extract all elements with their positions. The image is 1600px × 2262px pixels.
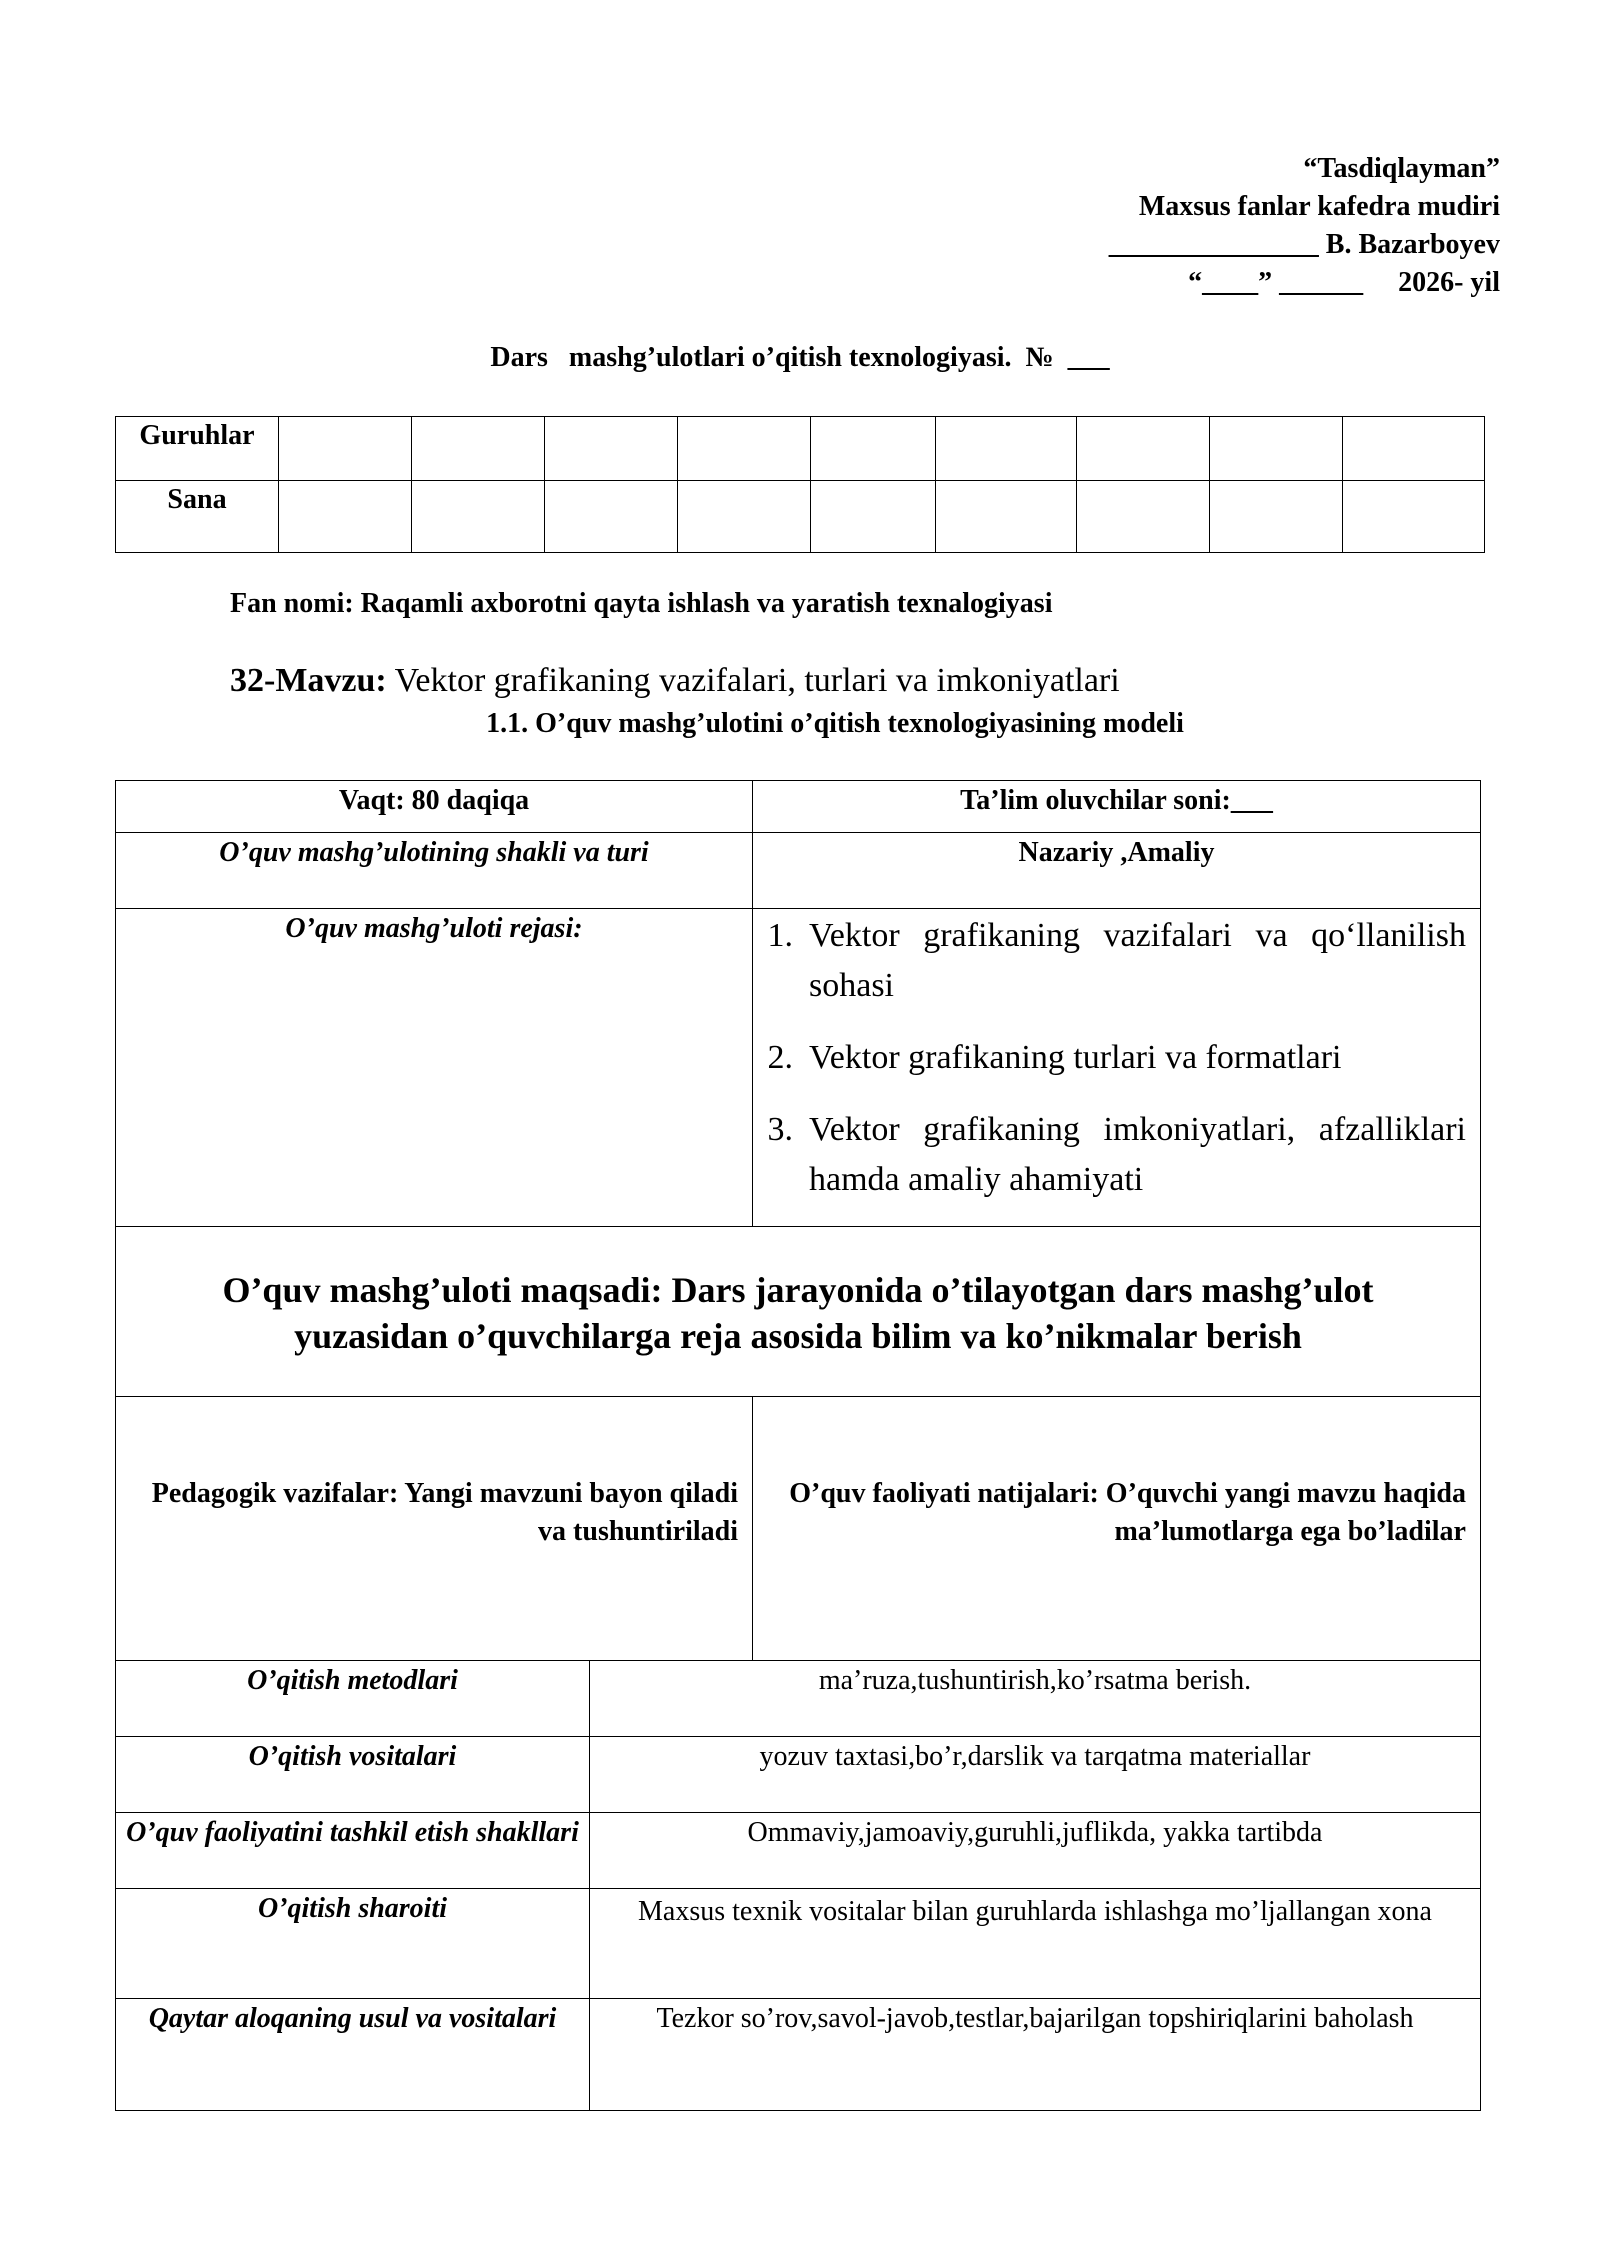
date-cell[interactable] xyxy=(279,481,412,553)
date-cell[interactable] xyxy=(412,481,545,553)
plan-list xyxy=(753,911,1480,1205)
methods-label: O’qitish metodlari xyxy=(116,1661,590,1737)
date-row-label: Sana xyxy=(116,481,279,553)
pedagogical-tasks: Pedagogik vazifalar: Yangi mavzuni bayon qiladi va tushuntiriladi xyxy=(116,1397,753,1661)
groups-cell[interactable] xyxy=(936,417,1077,481)
groups-table xyxy=(115,416,1485,553)
conditions-row xyxy=(116,1889,1481,1999)
time-cell: Vaqt: 80 daqiqa xyxy=(116,781,753,833)
groups-cell[interactable] xyxy=(1210,417,1343,481)
plan-item-text: Vektor grafikaning vazifalari va qo‘llanilish sohasi xyxy=(809,917,1466,1004)
groups-cell[interactable] xyxy=(412,417,545,481)
topic-text: Vektor grafikaning vazifalari, turlari va imkoniyatlari xyxy=(386,662,1120,699)
organization-value: Ommaviy,jamoaviy,guruhli,juflikda, yakka tartibda xyxy=(590,1813,1481,1889)
groups-cell[interactable] xyxy=(678,417,811,481)
lesson-goal: O’quv mashg’uloti maqsadi: Dars jarayonida o’tilayotgan dars mashg’ulot yuzasidan o’quvchilarga reja asosida bilim va ko’nikmalar berish xyxy=(116,1227,1481,1397)
tools-row xyxy=(116,1737,1481,1813)
plan-label: O’quv mashg’uloti rejasi: xyxy=(116,909,753,1227)
methods-row xyxy=(116,1661,1481,1737)
groups-cell[interactable] xyxy=(811,417,936,481)
tools-value: yozuv taxtasi,bo’r,darslik va tarqatma materiallar xyxy=(590,1737,1481,1813)
date-cell[interactable] xyxy=(1210,481,1343,553)
approval-block xyxy=(800,150,1500,302)
groups-row xyxy=(116,417,1485,481)
plan-item xyxy=(753,1105,1466,1205)
goal-row xyxy=(116,1227,1481,1397)
conditions-value: Maxsus texnik vositalar bilan guruhlarda ishlashga mo’ljallangan xona xyxy=(590,1889,1481,1999)
plan-item-number: 3. xyxy=(767,1111,793,1148)
topic-label: 32-Mavzu: xyxy=(230,662,387,699)
groups-cell[interactable] xyxy=(1077,417,1210,481)
learning-outcomes: O’quv faoliyati natijalari: O’quvchi yangi mavzu haqida ma’lumotlarga ega bo’ladilar xyxy=(753,1397,1481,1661)
methods-value: ma’ruza,tushuntirish,ko’rsatma berish. xyxy=(590,1661,1481,1737)
plan-item-text: Vektor grafikaning turlari va formatlari xyxy=(809,1039,1342,1076)
groups-cell[interactable] xyxy=(279,417,412,481)
plan-cell xyxy=(753,909,1481,1227)
organization-label: O’quv faoliyatini tashkil etish shakllari xyxy=(116,1813,590,1889)
plan-item-number: 1. xyxy=(767,917,793,954)
date-cell[interactable] xyxy=(936,481,1077,553)
model-title: 1.1. O’quv mashg’ulotini o’qitish texnologiyasining modeli xyxy=(486,708,1184,739)
plan-row xyxy=(116,909,1481,1227)
date-cell[interactable] xyxy=(811,481,936,553)
feedback-label: Qaytar aloqaning usul va vositalari xyxy=(116,1999,590,2111)
conditions-label: O’qitish sharoiti xyxy=(116,1889,590,1999)
form-label: O’quv mashg’ulotining shakli va turi xyxy=(116,833,753,909)
form-row xyxy=(116,833,1481,909)
date-row xyxy=(116,481,1485,553)
approval-position: Maxsus fanlar kafedra mudiri xyxy=(1138,191,1500,222)
document-title: Dars mashg’ulotlari o’qitish texnologiyasi. № ___ xyxy=(490,342,1110,373)
time-row xyxy=(116,781,1481,833)
feedback-row xyxy=(116,1999,1481,2111)
feedback-value: Tezkor so’rov,savol-javob,testlar,bajarilgan topshiriqlarini baholash xyxy=(590,1999,1481,2111)
students-count-cell: Ta’lim oluvchilar soni:___ xyxy=(753,781,1481,833)
subject-name: Fan nomi: Raqamli axborotni qayta ishlash va yaratish texnalogiyasi xyxy=(230,588,1053,619)
groups-cell[interactable] xyxy=(1343,417,1485,481)
date-cell[interactable] xyxy=(678,481,811,553)
approval-date-line: “____” ______ 2026- yil xyxy=(1188,267,1500,298)
approval-title: “Tasdiqlayman” xyxy=(1303,153,1500,184)
plan-item-number: 2. xyxy=(767,1039,793,1076)
plan-item xyxy=(753,1033,1466,1083)
approval-signature-line: _______________ B. Bazarboyev xyxy=(1108,229,1500,260)
topic xyxy=(230,662,1120,700)
lesson-model-table xyxy=(115,780,1481,2111)
groups-row-label: Guruhlar xyxy=(116,417,279,481)
organization-row xyxy=(116,1813,1481,1889)
tools-label: O’qitish vositalari xyxy=(116,1737,590,1813)
date-cell[interactable] xyxy=(1343,481,1485,553)
groups-cell[interactable] xyxy=(545,417,678,481)
plan-item-text: Vektor grafikaning imkoniyatlari, afzalliklari hamda amaliy ahamiyati xyxy=(809,1111,1466,1198)
tasks-row xyxy=(116,1397,1481,1661)
form-value: Nazariy ,Amaliy xyxy=(753,833,1481,909)
date-cell[interactable] xyxy=(545,481,678,553)
date-cell[interactable] xyxy=(1077,481,1210,553)
plan-item xyxy=(753,911,1466,1011)
